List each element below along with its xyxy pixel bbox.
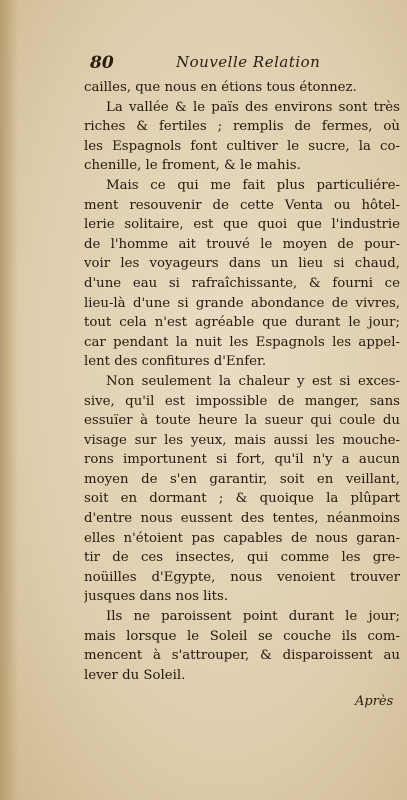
text-line: sive, qu'il est impossible de manger, sans <box>84 393 400 409</box>
text-line: visage sur les yeux, mais aussi les mouche- <box>84 432 400 448</box>
text-line: de l'homme ait trouvé le moyen de pour- <box>84 236 400 252</box>
text-line: elles n'étoient pas capables de nous garan- <box>84 530 400 546</box>
text-line: tout cela n'est agréable que durant le jour; <box>84 315 400 331</box>
text-line: tir de ces insectes, qui comme les gre- <box>84 550 400 566</box>
text-line: chenille, le froment, & le mahis. <box>84 158 301 174</box>
text-line: lerie solitaire, est que quoi que l'industrie <box>84 217 400 233</box>
page-number: 80 <box>90 53 114 73</box>
text-line: car pendant la nuit les Espagnols les appel- <box>84 334 400 350</box>
text-line: lent des confitures d'Enfer. <box>84 354 267 370</box>
text-line: mencent à s'attrouper, & disparoissent au <box>84 648 400 664</box>
page-header <box>90 53 380 75</box>
text-line: Non seulement la chaleur y est si exces- <box>106 373 400 389</box>
text-line: d'une eau si rafraîchissante, & fourni ce <box>84 275 400 291</box>
text-line: cailles, que nous en étions tous étonnez. <box>84 80 357 95</box>
text-line: soit en dormant ; & quoique la plûpart <box>84 491 400 507</box>
text-line: essuïer à toute heure la sueur qui coule du <box>84 413 400 429</box>
text-line: les Espagnols font cultiver le sucre, la co- <box>84 138 400 154</box>
text-line: riches & fertiles ; remplis de fermes, où <box>84 119 400 135</box>
text-line: La vallée & le païs des environs sont très <box>106 99 400 115</box>
page-gutter-shadow <box>0 0 18 800</box>
text-line: d'entre nous eussent des tentes, néanmoins <box>84 511 400 527</box>
text-line: lieu-là d'une si grande abondance de vivres, <box>84 295 400 311</box>
catchword: Après <box>355 694 394 709</box>
body-text <box>84 78 400 685</box>
text-line: mais lorsque le Soleil se couche ils com- <box>84 628 400 644</box>
text-line: Ils ne paroissent point durant le jour; <box>106 609 400 625</box>
text-line: Mais ce qui me fait plus particuliére- <box>106 177 400 193</box>
running-title: Nouvelle Relation <box>176 53 321 71</box>
text-line: voir les voyageurs dans un lieu si chaud, <box>84 256 400 272</box>
text-line: ment resouvenir de cette Venta ou hôtel- <box>84 197 400 213</box>
text-line: jusques dans nos lits. <box>84 589 229 605</box>
text-line: lever du Soleil. <box>84 667 186 683</box>
text-line: moyen de s'en garantir, soit en veillant, <box>84 471 400 487</box>
text-line: rons importunent si fort, qu'il n'y a aucun <box>84 452 400 468</box>
text-line: noüilles d'Egypte, nous venoient trouver <box>84 569 400 585</box>
